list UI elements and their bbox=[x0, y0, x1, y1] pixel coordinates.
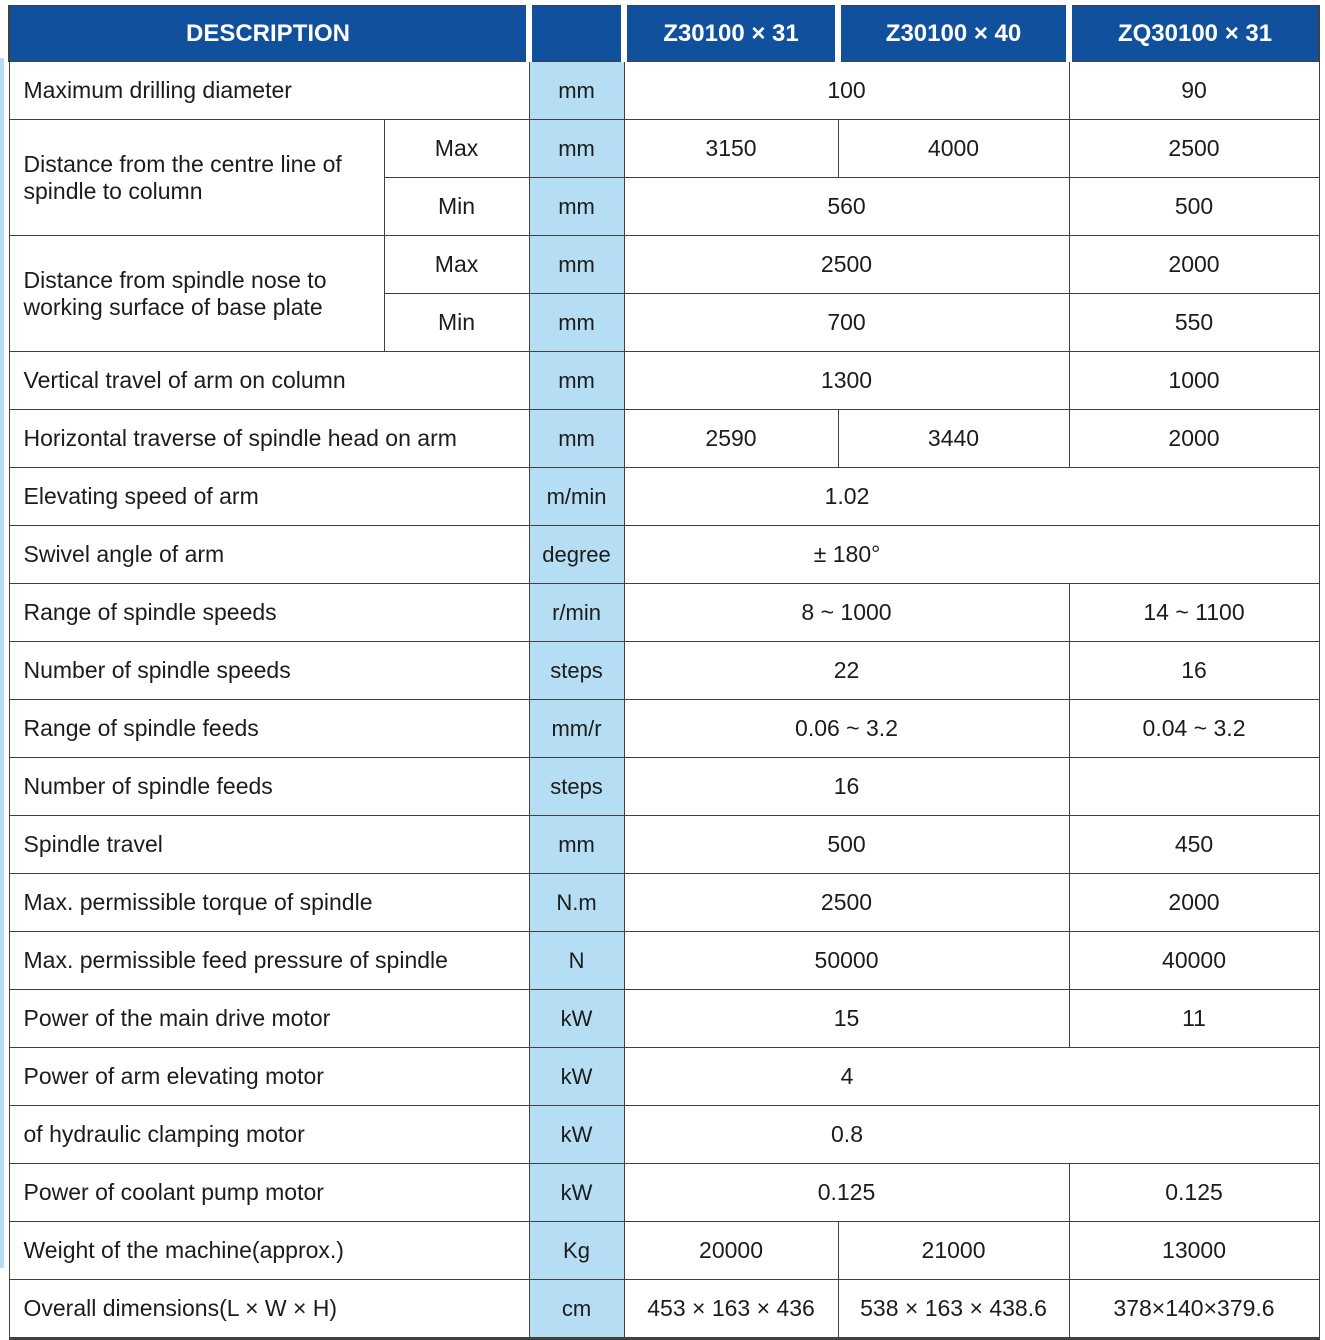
value-cell: 700 bbox=[624, 294, 1069, 352]
unit-cell: mm bbox=[529, 816, 624, 874]
value-cell: 3150 bbox=[624, 120, 838, 178]
table-row bbox=[9, 62, 1319, 120]
value-cell: 560 bbox=[624, 178, 1069, 236]
table-row bbox=[9, 120, 1319, 178]
unit-cell: kW bbox=[529, 1048, 624, 1106]
table-row bbox=[9, 990, 1319, 1048]
row-label: Weight of the machine(approx.) bbox=[9, 1222, 529, 1280]
row-label: Range of spindle feeds bbox=[9, 700, 529, 758]
unit-cell: N bbox=[529, 932, 624, 990]
unit-cell: cm bbox=[529, 1280, 624, 1339]
table-row bbox=[9, 1048, 1319, 1106]
row-label: Distance from the centre line of spindle to column bbox=[9, 120, 384, 236]
row-label: Elevating speed of arm bbox=[9, 468, 529, 526]
value-cell: 3440 bbox=[838, 410, 1069, 468]
table-row bbox=[9, 468, 1319, 526]
row-label: Vertical travel of arm on column bbox=[9, 352, 529, 410]
value-cell: 538 × 163 × 438.6 bbox=[838, 1280, 1069, 1339]
col-header-model-2: Z30100 × 40 bbox=[838, 6, 1069, 62]
value-cell: 453 × 163 × 436 bbox=[624, 1280, 838, 1339]
unit-cell: Kg bbox=[529, 1222, 624, 1280]
value-cell: 2000 bbox=[1069, 410, 1319, 468]
value-cell: 2590 bbox=[624, 410, 838, 468]
row-label: Spindle travel bbox=[9, 816, 529, 874]
table-row bbox=[9, 236, 1319, 294]
left-edge-accent bbox=[0, 58, 4, 1268]
row-label: Number of spindle feeds bbox=[9, 758, 529, 816]
description-column-header: DESCRIPTION bbox=[9, 6, 529, 62]
value-cell: 2000 bbox=[1069, 874, 1319, 932]
unit-cell: steps bbox=[529, 758, 624, 816]
value-cell: 90 bbox=[1069, 62, 1319, 120]
value-cell: 0.06 ~ 3.2 bbox=[624, 700, 1069, 758]
unit-cell: degree bbox=[529, 526, 624, 584]
value-cell: 1000 bbox=[1069, 352, 1319, 410]
table-row bbox=[9, 352, 1319, 410]
row-label: Max. permissible feed pressure of spindle bbox=[9, 932, 529, 990]
value-cell: 1.02 bbox=[624, 468, 1319, 526]
unit-cell: r/min bbox=[529, 584, 624, 642]
spec-table bbox=[8, 5, 1320, 1340]
table-header bbox=[9, 6, 1319, 62]
unit-cell: mm bbox=[529, 62, 624, 120]
value-cell: ± 180° bbox=[624, 526, 1319, 584]
unit-cell: mm/r bbox=[529, 700, 624, 758]
unit-cell: mm bbox=[529, 120, 624, 178]
value-cell: 13000 bbox=[1069, 1222, 1319, 1280]
row-label: Horizontal traverse of spindle head on arm bbox=[9, 410, 529, 468]
table-row bbox=[9, 1164, 1319, 1222]
value-cell: 0.125 bbox=[624, 1164, 1069, 1222]
sub-label: Min bbox=[384, 178, 529, 236]
value-cell: 22 bbox=[624, 642, 1069, 700]
unit-cell: mm bbox=[529, 410, 624, 468]
unit-cell: kW bbox=[529, 1164, 624, 1222]
table-row bbox=[9, 816, 1319, 874]
row-label: Swivel angle of arm bbox=[9, 526, 529, 584]
unit-cell: mm bbox=[529, 352, 624, 410]
value-cell: 0.125 bbox=[1069, 1164, 1319, 1222]
unit-cell: steps bbox=[529, 642, 624, 700]
value-cell: 4 bbox=[624, 1048, 1319, 1106]
table-row bbox=[9, 584, 1319, 642]
row-label: Distance from spindle nose to working surface of base plate bbox=[9, 236, 384, 352]
unit-cell: mm bbox=[529, 178, 624, 236]
value-cell: 500 bbox=[1069, 178, 1319, 236]
unit-cell: m/min bbox=[529, 468, 624, 526]
row-label: Power of the main drive motor bbox=[9, 990, 529, 1048]
value-cell: 100 bbox=[624, 62, 1069, 120]
value-cell: 50000 bbox=[624, 932, 1069, 990]
sub-label: Min bbox=[384, 294, 529, 352]
value-cell: 450 bbox=[1069, 816, 1319, 874]
header-row bbox=[9, 6, 1319, 62]
unit-cell: N.m bbox=[529, 874, 624, 932]
value-cell: 550 bbox=[1069, 294, 1319, 352]
units-column-header bbox=[529, 6, 624, 62]
table-row bbox=[9, 758, 1319, 816]
sub-label: Max bbox=[384, 120, 529, 178]
table-row bbox=[9, 642, 1319, 700]
value-cell: 11 bbox=[1069, 990, 1319, 1048]
value-cell: 0.8 bbox=[624, 1106, 1319, 1164]
value-cell bbox=[1069, 758, 1319, 816]
row-label: Power of coolant pump motor bbox=[9, 1164, 529, 1222]
table-row bbox=[9, 932, 1319, 990]
table-row bbox=[9, 700, 1319, 758]
table-row bbox=[9, 874, 1319, 932]
value-cell: 14 ~ 1100 bbox=[1069, 584, 1319, 642]
sub-label: Max bbox=[384, 236, 529, 294]
row-label: Range of spindle speeds bbox=[9, 584, 529, 642]
value-cell: 40000 bbox=[1069, 932, 1319, 990]
value-cell: 16 bbox=[1069, 642, 1319, 700]
col-header-model-3: ZQ30100 × 31 bbox=[1069, 6, 1319, 62]
value-cell: 2000 bbox=[1069, 236, 1319, 294]
row-label: Number of spindle speeds bbox=[9, 642, 529, 700]
value-cell: 2500 bbox=[624, 874, 1069, 932]
row-label: of hydraulic clamping motor bbox=[9, 1106, 529, 1164]
value-cell: 21000 bbox=[838, 1222, 1069, 1280]
table-row bbox=[9, 1222, 1319, 1280]
value-cell: 500 bbox=[624, 816, 1069, 874]
unit-cell: kW bbox=[529, 990, 624, 1048]
value-cell: 1300 bbox=[624, 352, 1069, 410]
value-cell: 15 bbox=[624, 990, 1069, 1048]
value-cell: 2500 bbox=[1069, 120, 1319, 178]
unit-cell: mm bbox=[529, 236, 624, 294]
value-cell: 8 ~ 1000 bbox=[624, 584, 1069, 642]
value-cell: 378×140×379.6 bbox=[1069, 1280, 1319, 1339]
table-row bbox=[9, 1280, 1319, 1339]
table-body bbox=[9, 62, 1319, 1339]
table-row bbox=[9, 1106, 1319, 1164]
value-cell: 0.04 ~ 3.2 bbox=[1069, 700, 1319, 758]
value-cell: 2500 bbox=[624, 236, 1069, 294]
row-label: Overall dimensions(L × W × H) bbox=[9, 1280, 529, 1339]
table-row bbox=[9, 410, 1319, 468]
row-label: Power of arm elevating motor bbox=[9, 1048, 529, 1106]
unit-cell: mm bbox=[529, 294, 624, 352]
value-cell: 4000 bbox=[838, 120, 1069, 178]
table-row bbox=[9, 526, 1319, 584]
value-cell: 16 bbox=[624, 758, 1069, 816]
col-header-model-1: Z30100 × 31 bbox=[624, 6, 838, 62]
unit-cell: kW bbox=[529, 1106, 624, 1164]
row-label: Max. permissible torque of spindle bbox=[9, 874, 529, 932]
value-cell: 20000 bbox=[624, 1222, 838, 1280]
row-label: Maximum drilling diameter bbox=[9, 62, 529, 120]
